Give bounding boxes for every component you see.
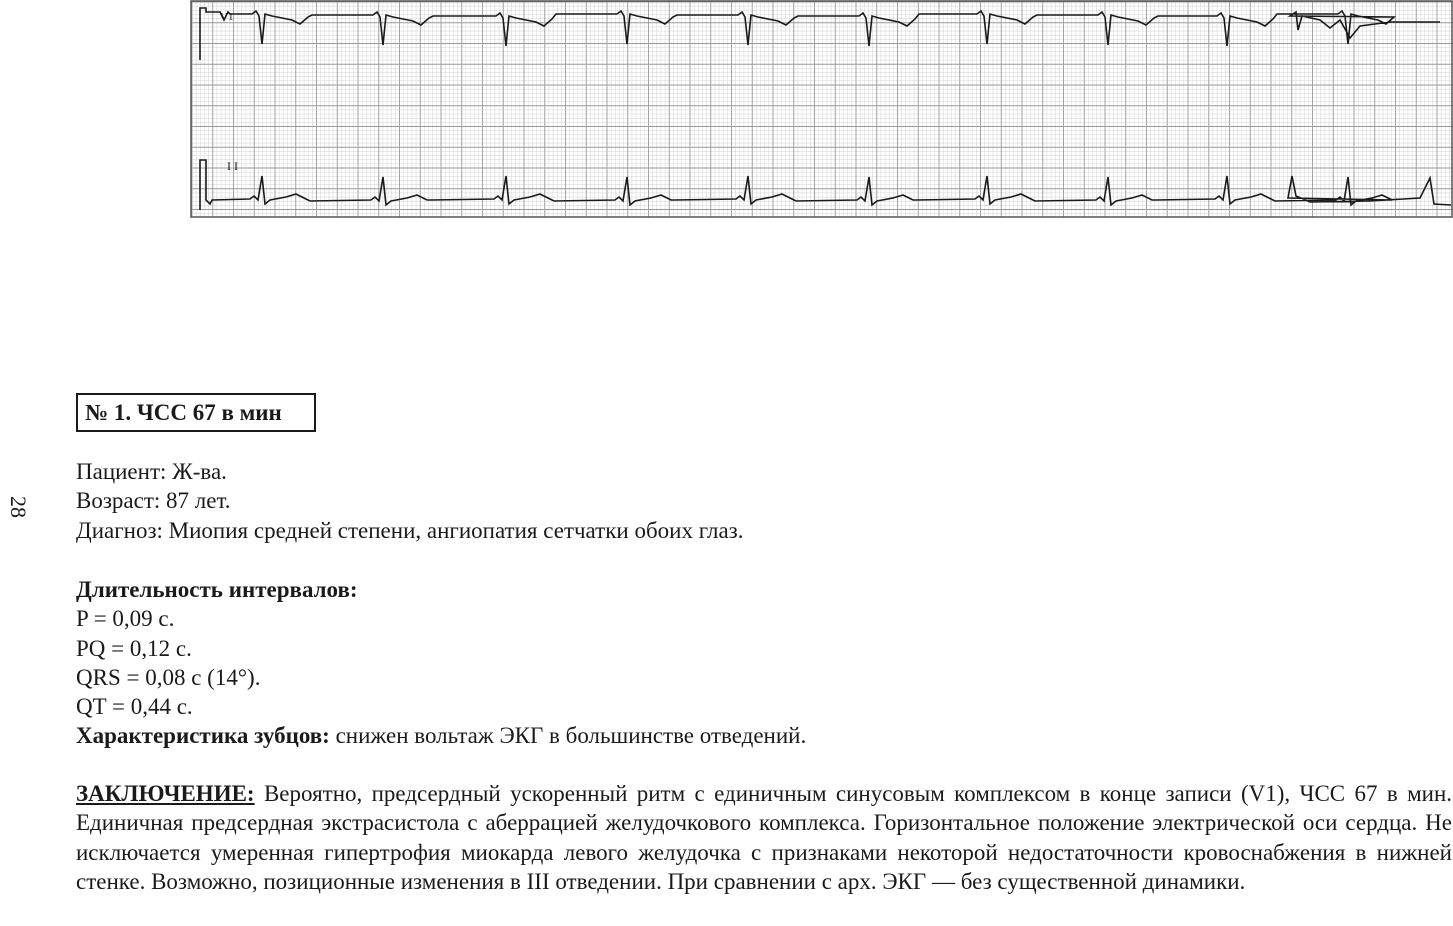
ecg-graph — [190, 0, 1453, 219]
interval-p: P = 0,09 с. — [76, 606, 175, 632]
lead-label-v1: V1 — [220, 11, 234, 23]
intervals-heading: Длительность интервалов: — [76, 577, 358, 602]
lead-label-ii: I I — [227, 159, 238, 173]
waves-label: Характеристика зубцов: — [76, 723, 330, 749]
ecg-trace-ii — [200, 160, 1451, 210]
patient-name: Пациент: Ж-ва. — [76, 459, 227, 484]
waves-characteristic — [76, 721, 806, 750]
case-title: № 1. ЧСС 67 в мин — [76, 393, 316, 432]
patient-diagnosis: Диагноз: Миопия средней степени, ангиопатия сетчатки обоих глаз. — [76, 517, 744, 543]
waves-text: снижен вольтаж ЭКГ в большинстве отведений. — [329, 723, 807, 749]
interval-qrs: QRS = 0,08 с (14°). — [76, 664, 261, 690]
conclusion-text: Вероятно, предсердный ускоренный ритм с единичным синусовым комплексом в конце записи (V1), ЧСС 67 в мин. Единичная предсердная экстрасистола с аберрацией желудочкового комплекса. Горизонтальное положение электрической оси сердца. Не исключается умеренная гипертрофия миокарда левого желудочка с признаками некоторой недостаточности кровоснабжения в нижней стенке. Возможно, позиционные изменения в III отведении. При сравнении с арх. ЭКГ — без существенной динамики. — [76, 781, 1452, 894]
ecg-grid-minor — [191, 1, 1453, 217]
patient-info — [76, 457, 744, 545]
intervals-section — [76, 575, 806, 751]
conclusion-section — [76, 779, 1452, 896]
interval-qt: QT = 0,44 с. — [76, 694, 193, 720]
page-number: 28 — [6, 496, 31, 518]
conclusion-label: ЗАКЛЮЧЕНИЕ: — [76, 781, 255, 806]
patient-age: Возраст: 87 лет. — [76, 488, 231, 514]
ecg-trace-v1 — [200, 8, 1440, 60]
ecg-strip — [190, 0, 1453, 219]
interval-pq: PQ = 0,12 с. — [76, 635, 192, 661]
